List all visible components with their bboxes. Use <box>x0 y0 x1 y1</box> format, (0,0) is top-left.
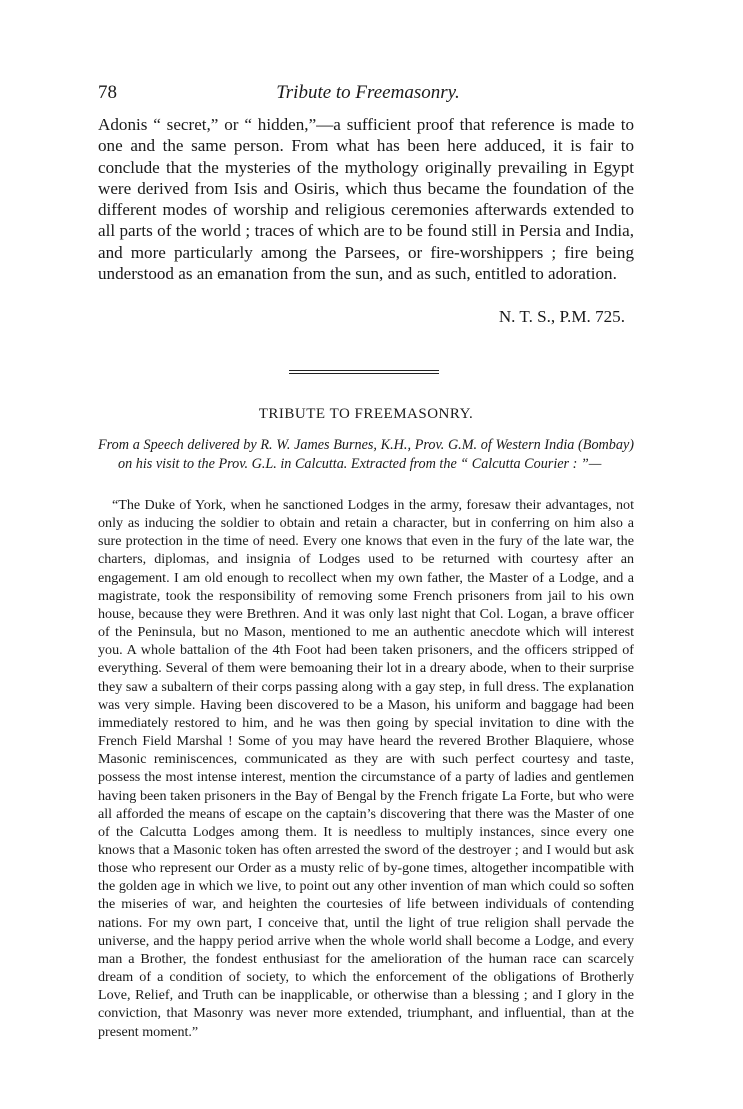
running-title: Tribute to Freemasonry. <box>276 82 460 103</box>
article1-paragraph: Adonis “ secret,” or “ hidden,”—a sufficient proof that reference is made to one and the same person. From what has been here adduced, it is fair to conclude that the mysteries of the mythology originally prevailing in Egypt were derived from Isis and Osiris, which thus became the foundation of the different modes of worship and religious ceremonies afterwards extended to all parts of the world ; traces of which are to be found still in Persia and India, and more particularly among the Parsees, or fire-worshippers ; fire being understood as an emanation from the sun, and as such, entitled to adoration. <box>98 115 634 283</box>
article2-body: “The Duke of York, when he sanctioned Lodges in the army, foresaw their advantages, not only as inducing the soldier to obtain and retain a character, but in conferring on him also a sure protection in the time of need. Every one knows that even in the fury of the late war, the charters, diplomas, and insignia of Lodges used to be returned with courtesy after an engagement. I am old enough to recollect when my own father, the Master of a Lodge, and a magistrate, took the responsibility of removing some French prisoners from jail to his own house, because they were Brethren. And it was only last night that Col. Logan, a brave officer of the Peninsula, but no Mason, mentioned to me an authentic anecdote which will interest you. A whole battalion of the 4th Foot had been taken prisoners, and the officers stripped of everything. Several of them were bemoaning their lot in a dreary abode, when to their surprise they saw a subaltern of their corps passing along with a gay step, in full dress. The explanation was very simple. Having been discovered to be a Mason, his uniform and baggage had been immediately restored to him, and he was then going by special invitation to dine with the French Field Marshal ! Some of you may have heard the revered Brother Blaquiere, whose Masonic reminiscences, communicated as they are with such perfect courtesy and taste, possess the most intense interest, mention the circumstance of a party of ladies and gentlemen having been taken prisoners in the Bay of Bengal by the French frigate La Forte, but who were all afforded the means of escape on the captain’s discovering that there was the Master of one of the Calcutta Lodges among them. It is needless to multiply instances, since every one knows that a Masonic token has often arrested the sword of the destroyer ; and I would but ask those who represent our Order as a musty relic of by-gone times, altogether incompatible with the golden age in which we live, to point out any other invention of man which could so soften the miseries of war, and heighten the courtesies of life between individuals of contending nations. For my own part, I conceive that, until the light of true religion shall pervade the universe, and the happy period arrive when the whole world shall become a Lodge, and every man a Brother, the fondest enthusiast for the amelioration of the human race can scarcely dream of a condition of society, to which the enforcement of the obligations of Brotherly Love, Relief, and Truth can be inapplicable, or otherwise than a blessing ; and I glory in the conviction, that Masonry was never more extended, triumphant, and influential, than at the present moment.” <box>98 497 634 1040</box>
section-divider-bottom <box>289 373 439 374</box>
article2-title: TRIBUTE TO FREEMASONRY. <box>258 406 474 422</box>
page-header <box>98 82 638 106</box>
section-divider-top <box>289 370 439 371</box>
article2-source <box>98 436 634 473</box>
page-number: 78 <box>98 82 117 103</box>
article1-signature: N. T. S., P.M. 725. <box>498 307 625 326</box>
article2-source-text: From a Speech delivered by R. W. James Burnes, K.H., Prov. G.M. of Western India (Bombay) on his visit to the Prov. G.L. in Calcutta. Extracted from the “ Calcutta Courier : ”— <box>98 437 634 472</box>
